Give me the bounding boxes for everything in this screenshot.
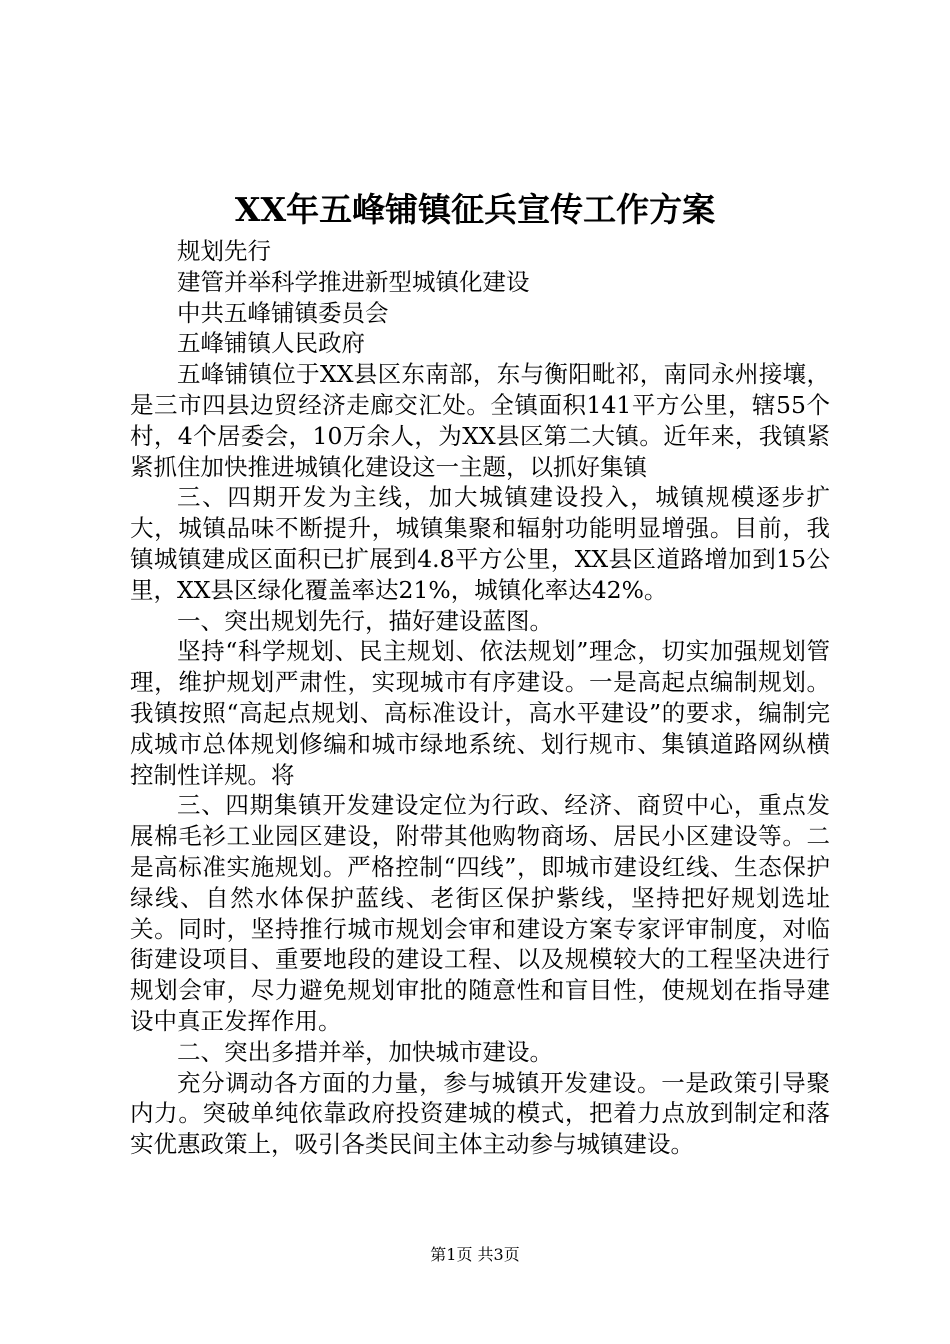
paragraph: 一、突出规划先行，描好建设蓝图。 [177,606,553,635]
document-body [130,236,830,1160]
paragraph: 三、四期开发为主线，加大城镇建设投入，城镇规模逐步扩大，城镇品味不断提升，城镇集聚和辐射功能明显增强。目前，我镇城镇建成区面积已扩展到4.8平方公里，XX县区道路增加到15公里，XX县区绿化覆盖率达21%，城镇化率达42%。 [130,483,830,604]
paragraph: 三、四期集镇开发建设定位为行政、经济、商贸中心，重点发展棉毛衫工业园区建设，附带其他购物商场、居民小区建设等。二是高标准实施规划。严格控制“四线”，即城市建设红线、生态保护绿线、自然水体保护蓝线、老街区保护紫线，坚持把好规划选址关。同时，坚持推行城市规划会审和建设方案专家评审制度，对临街建设项目、重要地段的建设工程、以及规模较大的工程坚决进行规划会审，尽力避免规划审批的随意性和盲目性，使规划在指导建设中真正发挥作用。 [130,791,830,1035]
paragraph: 中共五峰铺镇委员会 [177,298,389,327]
paragraph: 五峰铺镇人民政府 [177,329,365,358]
page-footer: 第1页 共3页 [430,1245,520,1264]
paragraph: 坚持“科学规划、民主规划、依法规划”理念，切实加强规划管理，维护规划严肃性，实现城市有序建设。一是高起点编制规划。我镇按照“高起点规划、高标准设计，高水平建设”的要求，编制完成城市总体规划修编和城市绿地系统、划行规市、集镇道路网纵横控制性详规。将 [130,637,830,789]
paragraph: 五峰铺镇位于XX县区东南部，东与衡阳毗祁，南同永州接壤，是三市四县边贸经济走廊交汇处。全镇面积141平方公里，辖55个村，4个居委会，10万余人，为XX县区第二大镇。近年来，我镇紧紧抓住加快推进城镇化建设这一主题，以抓好集镇 [130,360,830,481]
paragraph: 二、突出多措并举，加快城市建设。 [177,1037,553,1066]
paragraph: 充分调动各方面的力量，参与城镇开发建设。一是政策引导聚内力。突破单纯依靠政府投资建城的模式，把着力点放到制定和落实优惠政策上，吸引各类民间主体主动参与城镇建设。 [130,1068,830,1159]
paragraph: 建管并举科学推进新型城镇化建设 [177,267,530,296]
document-title: XX年五峰铺镇征兵宣传工作方案 [234,190,716,229]
paragraph: 规划先行 [177,237,271,265]
